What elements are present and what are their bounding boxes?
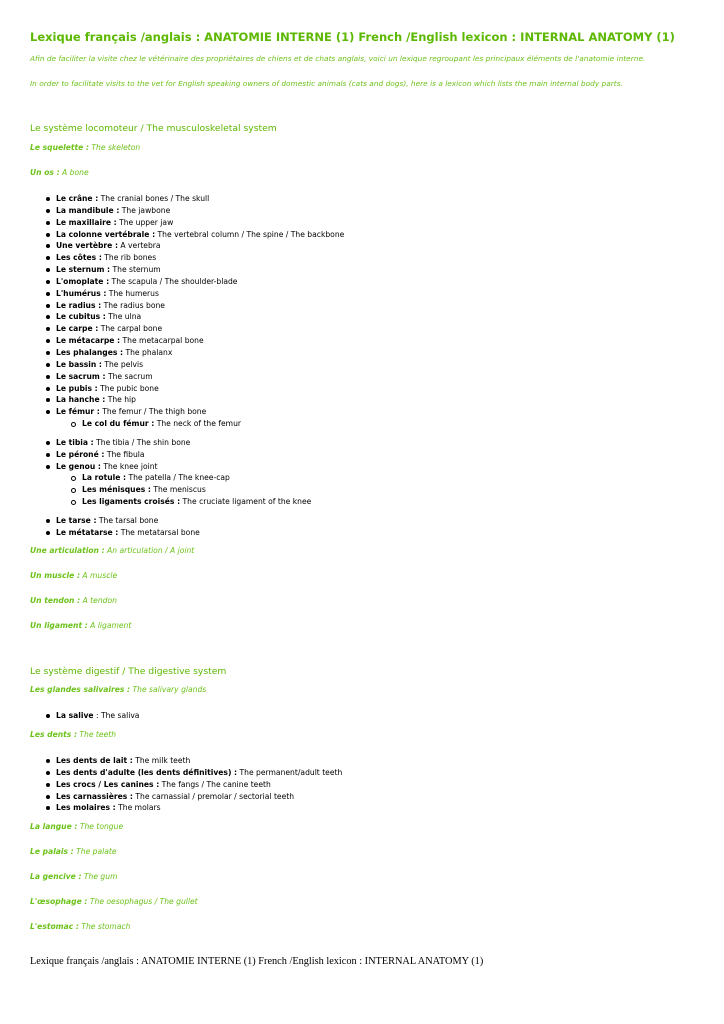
list-item bbox=[0, 406, 344, 418]
item-fr: Les crocs / Les canines : bbox=[56, 779, 160, 789]
item-en: The molars bbox=[115, 803, 161, 813]
term-fr: Un tendon : bbox=[30, 596, 81, 605]
term-fr: La langue : bbox=[30, 822, 78, 831]
list-item bbox=[0, 383, 344, 395]
term-oesophagus bbox=[30, 897, 198, 906]
item-fr: Les côtes : bbox=[56, 253, 102, 263]
section-heading-musculoskeletal: Le système locomoteur / The musculoskeletal system bbox=[30, 123, 277, 134]
list-item bbox=[0, 300, 344, 312]
list-item bbox=[0, 527, 344, 539]
term-en: The skeleton bbox=[89, 143, 141, 152]
item-fr: Le bassin : bbox=[56, 359, 102, 369]
item-fr: Les ménisques : bbox=[82, 485, 151, 495]
item-fr: Les molaires : bbox=[56, 803, 116, 813]
list-item bbox=[0, 755, 342, 767]
term-fr: Le squelette : bbox=[30, 143, 89, 152]
item-fr: La mandibule : bbox=[56, 205, 120, 215]
list-item bbox=[0, 779, 342, 791]
item-fr: Le carpe : bbox=[56, 324, 99, 334]
list-item bbox=[0, 335, 344, 347]
item-en: The vertebral column / The spine / The backbone bbox=[155, 229, 345, 239]
term-en: The teeth bbox=[76, 730, 117, 739]
saliva-list bbox=[0, 710, 139, 722]
list-item bbox=[0, 217, 344, 229]
item-fr: La rotule : bbox=[82, 473, 127, 483]
term-fr: Un os : bbox=[30, 168, 60, 177]
term-fr: La gencive : bbox=[30, 872, 82, 881]
item-fr: Le cubitus : bbox=[56, 312, 106, 322]
term-tongue bbox=[30, 822, 123, 831]
item-en: The cranial bones / The skull bbox=[98, 194, 210, 203]
item-fr: Les carnassières : bbox=[56, 791, 133, 801]
item-fr: Le fémur : bbox=[56, 407, 100, 417]
item-en: The fibula bbox=[104, 449, 145, 459]
list-item bbox=[0, 252, 344, 264]
item-fr: Les dents d'adulte (les dents définitives) : bbox=[56, 767, 238, 777]
item-en: The upper jaw bbox=[116, 217, 174, 227]
item-fr: La colonne vertébrale : bbox=[56, 229, 156, 239]
list-item bbox=[0, 240, 344, 252]
item-en: The carpal bone bbox=[98, 324, 163, 334]
item-en: The scapula / The shoulder-blade bbox=[109, 276, 238, 286]
list-item bbox=[0, 802, 342, 814]
term-en: The oesophagus / The gullet bbox=[87, 897, 198, 906]
item-fr: Le sacrum : bbox=[56, 371, 106, 381]
list-item bbox=[0, 288, 344, 300]
list-item bbox=[0, 515, 344, 527]
item-en: The femur / The thigh bone bbox=[99, 407, 207, 417]
item-fr: Le tarse : bbox=[56, 515, 97, 525]
item-en: The tibia / The shin bone bbox=[93, 437, 191, 447]
item-en: The humerus bbox=[106, 288, 159, 298]
page-footer: Lexique français /anglais : ANATOMIE INTERNE (1) French /English lexicon : INTERNAL ANATOMY (1) bbox=[30, 956, 484, 967]
item-en: The radius bone bbox=[101, 300, 165, 310]
item-en: The ulna bbox=[105, 312, 142, 322]
term-en: The tongue bbox=[77, 822, 124, 831]
list-item bbox=[0, 767, 342, 779]
term-bone bbox=[30, 168, 89, 177]
item-en: The metacarpal bone bbox=[120, 336, 204, 346]
sub-list-item bbox=[0, 496, 344, 508]
item-fr: Le métacarpe : bbox=[56, 336, 121, 346]
item-en: The patella / The knee-cap bbox=[126, 473, 230, 483]
term-en: The gum bbox=[81, 872, 118, 881]
item-en: A vertebra bbox=[118, 241, 161, 251]
item-en: The rib bones bbox=[101, 253, 157, 263]
item-en: The jawbone bbox=[119, 205, 171, 215]
term-articulation bbox=[30, 546, 194, 555]
term-en: A bone bbox=[59, 168, 89, 177]
item-fr: Le radius : bbox=[56, 300, 102, 310]
item-en: The fangs / The canine teeth bbox=[159, 779, 271, 789]
item-en: The carnassial / premolar / sectorial teeth bbox=[132, 791, 295, 801]
list-item bbox=[0, 710, 139, 722]
term-stomach bbox=[30, 922, 130, 931]
term-palate bbox=[30, 847, 117, 856]
item-fr: Le col du fémur : bbox=[82, 419, 155, 429]
term-muscle bbox=[30, 571, 117, 580]
item-fr: Le genou : bbox=[56, 461, 101, 471]
page-title: Lexique français /anglais : ANATOMIE INTERNE (1) French /English lexicon : INTERNAL ANATOMY (1) bbox=[30, 30, 675, 44]
list-item bbox=[0, 359, 344, 371]
item-fr: L'omoplate : bbox=[56, 276, 110, 286]
item-en: The meniscus bbox=[150, 485, 206, 495]
list-item bbox=[0, 205, 344, 217]
term-fr: L'estomac : bbox=[30, 922, 79, 931]
term-fr: Les dents : bbox=[30, 730, 77, 739]
term-skeleton bbox=[30, 143, 140, 152]
sub-list-item bbox=[0, 484, 344, 496]
term-fr: Un ligament : bbox=[30, 621, 88, 630]
list-item bbox=[0, 449, 344, 461]
item-fr: Les phalanges : bbox=[56, 347, 124, 357]
term-fr: Un muscle : bbox=[30, 571, 80, 580]
item-fr: Le péroné : bbox=[56, 449, 105, 459]
item-en: The metatarsal bone bbox=[118, 527, 200, 537]
intro-english: In order to facilitate visits to the vet for English speaking owners of domestic animals (cats and dogs), here is a lexicon which lists the main internal body parts. bbox=[30, 79, 623, 88]
term-en: A tendon bbox=[80, 596, 117, 605]
item-fr: L'humérus : bbox=[56, 288, 107, 298]
item-en: The hip bbox=[105, 395, 136, 405]
term-teeth bbox=[30, 730, 116, 739]
item-en: The phalanx bbox=[123, 347, 173, 357]
term-en: The salivary glands bbox=[130, 685, 207, 694]
item-fr: Les ligaments croisés : bbox=[82, 497, 181, 507]
list-item bbox=[0, 347, 344, 359]
term-en: The stomach bbox=[78, 922, 131, 931]
term-fr: Le palais : bbox=[30, 847, 74, 856]
item-en: The knee joint bbox=[100, 461, 158, 471]
item-en: : The saliva bbox=[93, 711, 140, 720]
item-en: The sacrum bbox=[105, 371, 153, 381]
list-item bbox=[0, 371, 344, 383]
section-heading-digestive: Le système digestif / The digestive system bbox=[30, 666, 227, 677]
list-item bbox=[0, 394, 344, 406]
item-fr: La hanche : bbox=[56, 395, 106, 405]
item-en: The permanent/adult teeth bbox=[237, 767, 343, 777]
list-item bbox=[0, 264, 344, 276]
item-en: The milk teeth bbox=[132, 756, 191, 765]
list-item bbox=[0, 791, 342, 803]
list-item bbox=[0, 229, 344, 241]
intro-french: Afin de faciliter la visite chez le vétérinaire des propriétaires de chiens et de chats anglais, voici un lexique regroupant les principaux éléments de l'anatomie interne. bbox=[30, 54, 646, 63]
term-en: A muscle bbox=[80, 571, 118, 580]
bones-list bbox=[0, 193, 344, 539]
sub-list-item bbox=[0, 418, 344, 430]
item-fr: Le sternum : bbox=[56, 265, 111, 275]
item-fr: Le pubis : bbox=[56, 383, 98, 393]
item-en: The sternum bbox=[110, 265, 161, 275]
item-fr: Le maxillaire : bbox=[56, 217, 117, 227]
term-fr: Une articulation : bbox=[30, 546, 105, 555]
item-en: The pubic bone bbox=[97, 383, 159, 393]
list-item bbox=[0, 323, 344, 335]
item-en: The tarsal bone bbox=[96, 515, 159, 525]
term-en: The palate bbox=[73, 847, 117, 856]
item-en: The pelvis bbox=[101, 359, 144, 369]
term-ligament bbox=[30, 621, 131, 630]
item-fr: Le crâne : bbox=[56, 194, 99, 203]
term-fr: Les glandes salivaires : bbox=[30, 685, 131, 694]
item-en: The neck of the femur bbox=[154, 419, 242, 429]
item-en: The cruciate ligament of the knee bbox=[180, 497, 312, 507]
list-item bbox=[0, 437, 344, 449]
sub-list-item bbox=[0, 472, 344, 484]
term-fr: L'œsophage : bbox=[30, 897, 88, 906]
term-salivary-glands bbox=[30, 685, 206, 694]
item-fr: Une vertèbre : bbox=[56, 241, 119, 251]
list-item bbox=[0, 193, 344, 205]
term-tendon bbox=[30, 596, 117, 605]
item-fr: Le métatarse : bbox=[56, 527, 119, 537]
list-item bbox=[0, 276, 344, 288]
term-gum bbox=[30, 872, 117, 881]
list-item bbox=[0, 311, 344, 323]
teeth-list bbox=[0, 755, 342, 814]
item-fr: Le tibia : bbox=[56, 437, 94, 447]
item-fr: La salive bbox=[56, 711, 94, 720]
list-item bbox=[0, 461, 344, 473]
term-en: A ligament bbox=[87, 621, 132, 630]
item-fr: Les dents de lait : bbox=[56, 756, 133, 765]
term-en: An articulation / A joint bbox=[104, 546, 195, 555]
